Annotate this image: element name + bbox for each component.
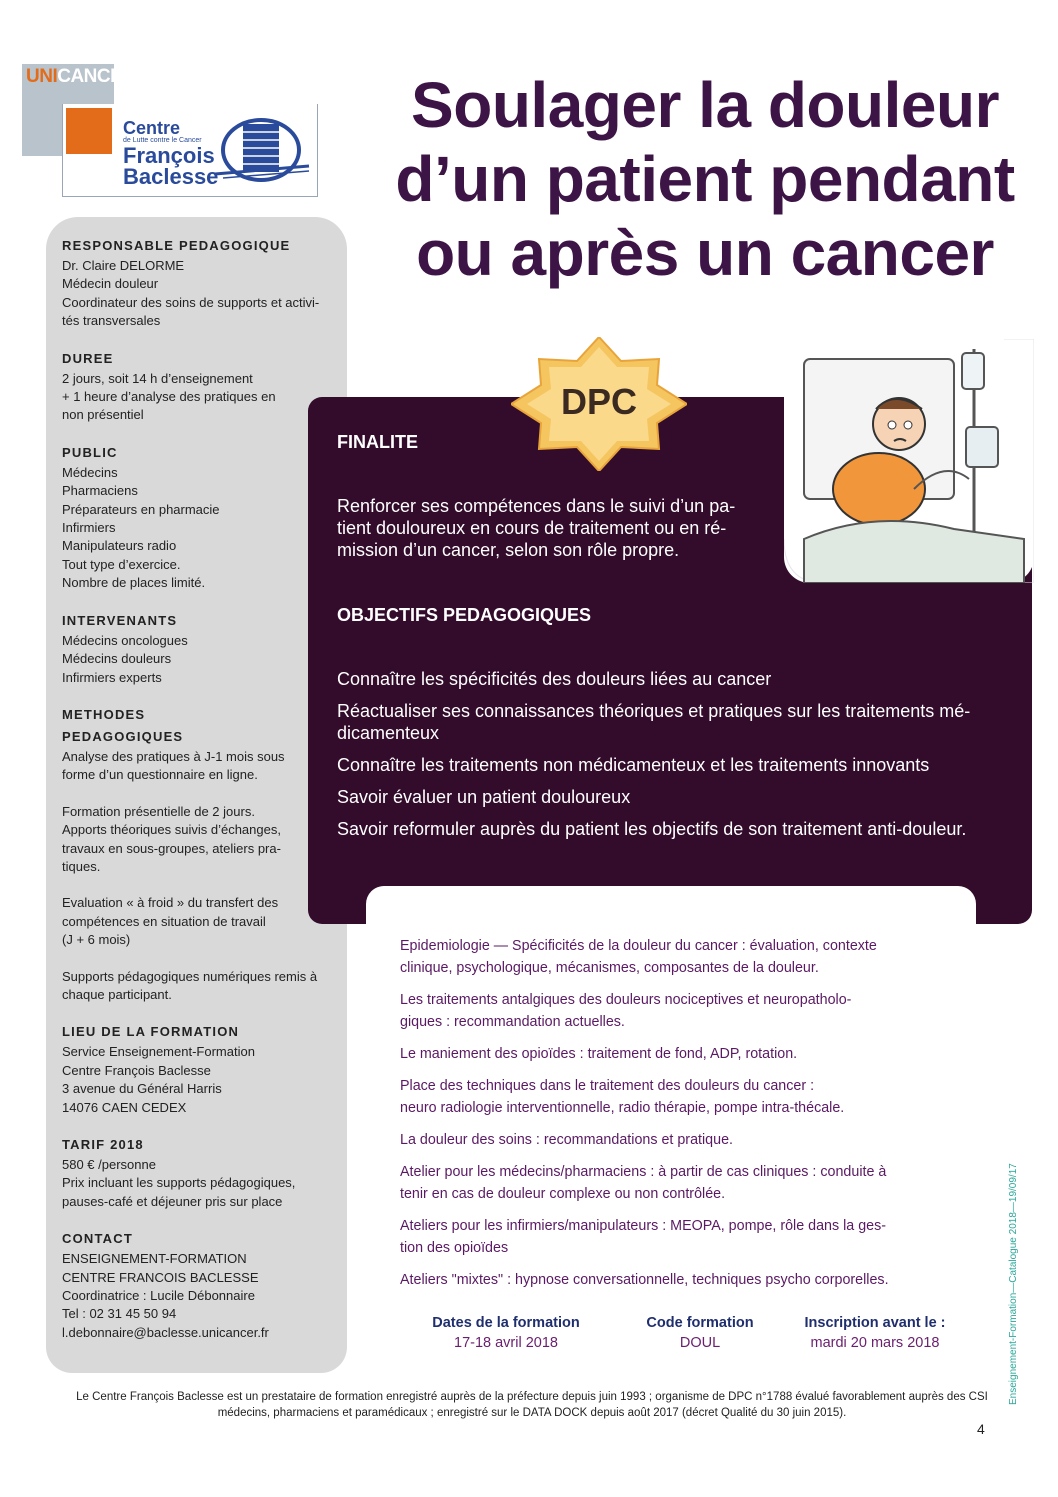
list-item: Réactualiser ses connaissances théoriques et pratiques sur les traitements mé- dicamenteux xyxy=(337,701,971,743)
section-text: Médecins oncologues Médecins douleurs Infirmiers experts xyxy=(62,632,188,685)
section-text: Formation présentielle de 2 jours. Apports théoriques suivis d’échanges, travaux en sous-groupes, ateliers pra- tiques. xyxy=(62,803,281,874)
inscription-block xyxy=(796,1313,954,1353)
tarif-section xyxy=(62,1134,337,1211)
list-item: Atelier pour les médecins/pharmaciens : à partir de cas cliniques : conduite à tenir en cas de douleur complexe ou non contrôlée. xyxy=(400,1164,887,1202)
section-text: Supports pédagogiques numériques remis à chaque participant. xyxy=(62,968,318,1002)
duree-section xyxy=(62,348,337,425)
list-item: Connaître les traitements non médicamenteux et les traitements innovants xyxy=(337,755,930,775)
section-heading: PEDAGOGIQUES xyxy=(62,728,184,744)
inscription-label: Inscription avant le : xyxy=(804,1315,946,1331)
objectifs-list xyxy=(337,668,1007,850)
unicancer-wordmark: UNICANCER xyxy=(26,66,136,87)
lieu-section xyxy=(62,1021,337,1117)
section-heading: CONTACT xyxy=(62,1231,133,1247)
list-item: Savoir reformuler auprès du patient les objectifs de son traitement anti-douleur. xyxy=(337,819,967,839)
methodes-section xyxy=(62,704,337,1004)
section-heading: LIEU DE LA FORMATION xyxy=(62,1024,240,1040)
info-sidebar xyxy=(46,217,347,1373)
section-text: Evaluation « à froid » du transfert des compétences en situation de travail (J + 6 mois) xyxy=(62,895,279,948)
page-title: Soulager la douleur d’un patient pendant ou après un cancer xyxy=(395,69,1015,289)
code-label: Code formation xyxy=(646,1315,754,1331)
page-number: 4 xyxy=(977,1421,985,1437)
patient-illustration xyxy=(784,339,1034,583)
dates-label: Dates de la formation xyxy=(432,1315,580,1331)
list-item: Le maniement des opioïdes : traitement de fond, ADP, rotation. xyxy=(400,1046,798,1062)
list-item: Les traitements antalgiques des douleurs nociceptives et neuropatholo- giques : recommandation actuelles. xyxy=(400,992,852,1030)
section-text: Analyse des pratiques à J-1 mois sous forme d’un questionnaire en ligne. xyxy=(62,748,285,783)
centre-name: Centre de Lutte contre le Cancer François Baclesse xyxy=(123,118,219,189)
dpc-badge xyxy=(511,337,687,471)
dpc-label: DPC xyxy=(560,381,637,422)
intervenants-section xyxy=(62,610,337,687)
list-item: Connaître les spécificités des douleurs liées au cancer xyxy=(337,669,772,689)
section-heading: RESPONSABLE PEDAGOGIQUE xyxy=(62,238,291,253)
dates-block xyxy=(420,1313,592,1353)
code-value: DOUL xyxy=(679,1335,721,1351)
list-item: Place des techniques dans le traitement des douleurs du cancer : neuro radiologie interventionnelle, radio thérapie, pompe intra-thécale. xyxy=(400,1078,845,1116)
code-block xyxy=(630,1313,770,1353)
responsable-section xyxy=(62,235,337,331)
catalogue-side-note: Enseignement-Formation—Catalogue 2018—19/09/17 xyxy=(1008,1163,1019,1405)
list-item: Ateliers pour les infirmiers/manipulateurs : MEOPA, pompe, rôle dans la ges- tion des opioïdes xyxy=(400,1218,887,1256)
section-text: Médecins Pharmaciens Préparateurs en pharmacie Infirmiers Manipulateurs radio Tout type d’exercice. Nombre de places limité. xyxy=(62,464,220,591)
section-text: Dr. Claire DELORME Médecin douleur Coordinateur des soins de supports et activi- tés transversales xyxy=(62,258,320,329)
legal-footer: Le Centre François Baclesse est un prestataire de formation enregistré auprès de la préfecture depuis juin 1993 ; organisme de DPC n°1788 évalué favorablement auprès des CSI médecins, pharmaciens et paramédicaux ; enregistré sur le DATA DOCK depuis août 2017 (décret Qualité du 30 juin 2015). xyxy=(76,1391,988,1419)
unicancer-orange-square xyxy=(66,108,112,154)
list-item: Ateliers "mixtes" : hypnose conversationnelle, techniques psycho corporelles. xyxy=(400,1272,889,1288)
section-heading: PUBLIC xyxy=(62,444,118,460)
section-heading: METHODES xyxy=(62,706,146,722)
objectifs-heading: OBJECTIFS PEDAGOGIQUES xyxy=(337,605,592,625)
programme-list xyxy=(400,935,960,1301)
list-item: Epidemiologie — Spécificités de la douleur du cancer : évaluation, contexte clinique, psychologique, mécanismes, composantes de la douleur. xyxy=(400,938,877,976)
list-item: La douleur des soins : recommandations et pratique. xyxy=(400,1132,733,1148)
section-heading: DUREE xyxy=(62,350,114,366)
unicancer-logo xyxy=(22,64,318,198)
contact-section xyxy=(62,1228,337,1342)
hospital-building-icon xyxy=(213,116,311,182)
finalite-heading: FINALITE xyxy=(337,432,418,452)
public-section xyxy=(62,442,337,593)
finalite-text: Renforcer ses compétences dans le suivi d’un pa- tient douloureux en cours de traitement ou en ré- mission d’un cancer, selon son rôle propre. xyxy=(337,496,736,560)
section-text: 2 jours, soit 14 h d’enseignement + 1 heure d’analyse des pratiques en non présentiel xyxy=(62,370,276,423)
list-item: Savoir évaluer un patient douloureux xyxy=(337,787,631,807)
section-text: Service Enseignement-Formation Centre François Baclesse 3 avenue du Général Harris 14076 CAEN CEDEX xyxy=(62,1044,255,1115)
dates-value: 17-18 avril 2018 xyxy=(454,1335,558,1351)
inscription-value: mardi 20 mars 2018 xyxy=(810,1335,940,1351)
section-text: 580 € /personne Prix incluant les supports pédagogiques, pauses-café et déjeuner pris sur place xyxy=(62,1157,296,1209)
section-heading: TARIF 2018 xyxy=(62,1137,144,1152)
section-heading: INTERVENANTS xyxy=(62,612,178,628)
section-text: ENSEIGNEMENT-FORMATION CENTRE FRANCOIS BACLESSE Coordinatrice : Lucile Débonnaire Tel : 02 31 45 50 94 l.debonnaire@baclesse.unicancer.fr xyxy=(62,1251,269,1340)
